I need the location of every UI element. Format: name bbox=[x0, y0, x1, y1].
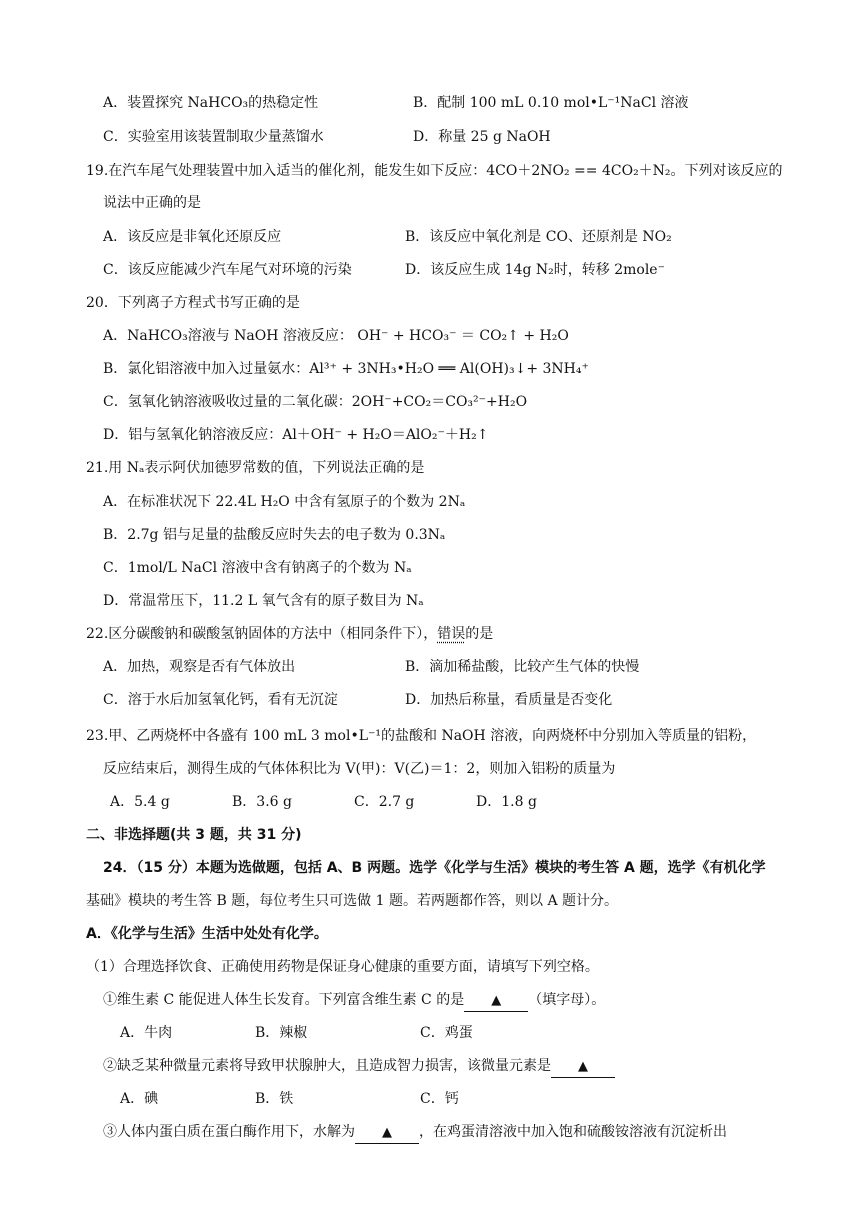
q21-stem: 21.用 Nₐ表示阿伏加德罗常数的值，下列说法正确的是 bbox=[86, 460, 425, 476]
q24-item-1-option-a: A．牛肉 bbox=[120, 1025, 173, 1041]
q24-intro-text: 24．（15 分）本题为选做题，包括 A、B 两题。选学《化学与生活》模块的考生答 A 题，选学《有机化学 bbox=[103, 860, 766, 876]
q24-item-1-hint: （填字母）。 bbox=[528, 992, 606, 1008]
q20-option-a: A．NaHCO₃溶液与 NaOH 溶液反应： OH⁻ + HCO₃⁻ ＝ CO₂↑ + H₂O bbox=[103, 328, 569, 344]
q22-option-b: B．滴加稀盐酸，比较产生气体的快慢 bbox=[405, 659, 640, 675]
q22-stem-post: 的是 bbox=[465, 626, 494, 642]
triangle-icon: ▲ bbox=[578, 1059, 588, 1074]
q24-item-2-text: ②缺乏某种微量元素将导致甲状腺肿大，且造成智力损害，该微量元素是 bbox=[103, 1058, 551, 1074]
q19-option-a: A．该反应是非氧化还原反应 bbox=[103, 229, 282, 245]
q22-option-a: A．加热，观察是否有气体放出 bbox=[103, 659, 296, 675]
q22-stem-pre: 22.区分碳酸钠和碳酸氢钠固体的方法中（相同条件下）， bbox=[86, 626, 438, 642]
q23-option-b: B．3.6 g bbox=[232, 794, 292, 810]
q19-stem-line1: 19.在汽车尾气处理装置中加入适当的催化剂，能发生如下反应：4CO＋2NO₂ == 4CO₂＋N₂。下列对该反应的 bbox=[86, 163, 783, 179]
q24-subquestion-1: （1）合理选择饮食、正确使用药物是保证身心健康的重要方面，请填写下列空格。 bbox=[86, 959, 599, 975]
q24-intro-line1 bbox=[103, 858, 766, 878]
q24-item-3-text: ③人体内蛋白质在蛋白酶作用下，水解为 bbox=[103, 1124, 355, 1140]
section-heading: 二、非选择题(共 3 题，共 31 分) bbox=[86, 827, 302, 843]
q19-option-b: B．该反应中氧化剂是 CO、还原剂是 NO₂ bbox=[405, 229, 672, 245]
q19-option-c: C．该反应能减少汽车尾气对环境的污染 bbox=[103, 262, 352, 278]
q20-option-d: D．铝与氢氧化钠溶液反应：Al＋OH⁻ + H₂O＝AlO₂⁻＋H₂↑ bbox=[103, 427, 489, 443]
q21-option-c: C．1mol/L NaCl 溶液中含有钠离子的个数为 Nₐ bbox=[103, 560, 412, 576]
q19-stem-line2: 说法中正确的是 bbox=[103, 195, 201, 211]
q21-option-b: B．2.7g 铝与足量的盐酸反应时失去的电子数为 0.3Nₐ bbox=[103, 527, 446, 543]
q24-item-1-option-b: B．辣椒 bbox=[255, 1025, 308, 1041]
q24-item-2-option-c: C．钙 bbox=[420, 1091, 459, 1107]
q22-option-c: C．溶于水后加氢氧化钙，看有无沉淀 bbox=[103, 692, 338, 708]
q22-option-d: D．加热后称量，看质量是否变化 bbox=[405, 692, 613, 708]
q24-item-1-option-c: C．鸡蛋 bbox=[420, 1025, 473, 1041]
q22-stem-emphasis: 错误 bbox=[437, 626, 466, 642]
q24-item-1-text: ①维生素 C 能促进人体生长发育。下列富含维生素 C 的是 bbox=[103, 992, 465, 1008]
q24-item-2-option-a: A．碘 bbox=[120, 1091, 159, 1107]
q19-option-d: D．该反应生成 14g N₂时，转移 2mole⁻ bbox=[405, 262, 665, 278]
q18-option-d: D．称量 25 g NaOH bbox=[413, 129, 551, 145]
q24-item-3-tail: ，在鸡蛋清溶液中加入饱和硫酸铵溶液有沉淀析出 bbox=[419, 1124, 727, 1140]
q23-stem-line2: 反应结束后，测得生成的气体体积比为 V(甲)：V(乙)＝1：2，则加入铝粉的质量为 bbox=[103, 761, 616, 777]
q24-item-1 bbox=[103, 990, 605, 1012]
q21-option-d: D．常温常压下，11.2 L 氧气含有的原子数目为 Nₐ bbox=[103, 593, 424, 609]
answer-blank-1[interactable] bbox=[464, 990, 528, 1012]
q23-stem-line1: 23.甲、乙两烧杯中各盛有 100 mL 3 mol•L⁻¹的盐酸和 NaOH 溶液，向两烧杯中分别加入等质量的铝粉， bbox=[86, 728, 757, 744]
q23-option-a: A．5.4 g bbox=[110, 794, 170, 810]
q20-option-c: C．氢氧化钠溶液吸收过量的二氧化碳：2OH⁻+CO₂＝CO₃²⁻+H₂O bbox=[103, 394, 528, 410]
q24-part-a-heading: A．《化学与生活》生活中处处有化学。 bbox=[86, 926, 328, 942]
answer-blank-3[interactable] bbox=[355, 1122, 419, 1144]
q23-option-c: C．2.7 g bbox=[354, 794, 415, 810]
q20-stem: 20．下列离子方程式书写正确的是 bbox=[86, 295, 300, 311]
q20-option-b: B．氯化铝溶液中加入过量氨水：Al³⁺ + 3NH₃•H₂O ══ Al(OH)₃↓+ 3NH₄⁺ bbox=[103, 361, 589, 377]
answer-blank-2[interactable] bbox=[551, 1056, 615, 1078]
q21-option-a: A．在标准状况下 22.4L H₂O 中含有氢原子的个数为 2Nₐ bbox=[103, 494, 466, 510]
q24-item-2-option-b: B．铁 bbox=[255, 1091, 294, 1107]
q22-stem bbox=[86, 624, 493, 644]
q18-option-c: C．实验室用该装置制取少量蒸馏水 bbox=[103, 129, 324, 145]
triangle-icon: ▲ bbox=[491, 993, 502, 1008]
q23-option-d: D．1.8 g bbox=[476, 794, 537, 810]
q18-option-a: A．装置探究 NaHCO₃的热稳定性 bbox=[103, 95, 319, 111]
q18-option-b: B．配制 100 mL 0.10 mol•L⁻¹NaCl 溶液 bbox=[413, 95, 689, 111]
triangle-icon: ▲ bbox=[382, 1125, 392, 1140]
q24-item-3 bbox=[103, 1122, 727, 1144]
q24-intro-line2: 基础》模块的考生答 B 题，每位考生只可选做 1 题。若两题都作答，则以 A 题计分。 bbox=[86, 893, 619, 909]
q24-item-2 bbox=[103, 1056, 615, 1078]
